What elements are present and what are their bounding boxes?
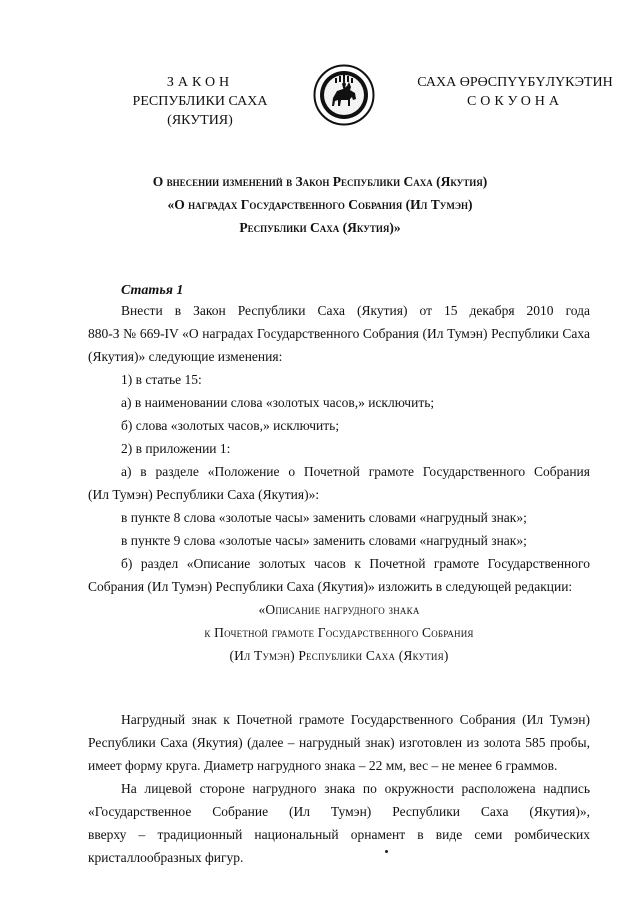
body-line: «Государственное Собрание (Ил Тумэн) Республики Саха (Якутия)», [88, 804, 590, 819]
list-item: б) слова «золотых часов,» исключить; [121, 418, 340, 433]
section-title: (Ил Тумэн) Республики Саха (Якутия) [229, 648, 449, 663]
body-line: (Якутия)» следующие изменения: [88, 349, 283, 364]
list-item: 1) в статье 15: [121, 372, 202, 387]
body-line: (Ил Тумэн) Республики Саха (Якутия)»: [88, 487, 320, 502]
section-title: к Почетной грамоте Государственного Собрания [204, 625, 474, 640]
body-line: 880-З № 669-IV «О наградах Государственного Собрания (Ил Тумэн) Республики Саха [88, 326, 590, 341]
body-line: имеет форму круга. Диаметр нагрудного знака – 22 мм, вес – не менее 6 граммов. [88, 758, 558, 773]
document-title [60, 170, 580, 239]
list-item: б) раздел «Описание золотых часов к Почетной грамоте Государственного [121, 556, 590, 571]
section-title: «Описание нагрудного знака [258, 602, 420, 617]
header-right [400, 73, 630, 111]
body-line: вверху – традиционный национальный орнамент в виде семи ромбических [88, 827, 590, 842]
body-line: Собрания (Ил Тумэн) Республики Саха (Якутия)» изложить в следующей редакции: [88, 579, 573, 594]
document-body [88, 299, 590, 869]
body-line: кристаллообразных фигур. [88, 850, 244, 865]
page-mark [385, 850, 388, 853]
list-item: а) в разделе «Положение о Почетной грамоте Государственного Собрания [121, 464, 590, 479]
title-line: «О наградах Государственного Собрания (Ил Тумэн) [167, 197, 473, 212]
list-item: в пункте 8 слова «золотые часы» заменить словами «нагрудный знак»; [121, 510, 527, 525]
list-item: в пункте 9 слова «золотые часы» заменить словами «нагрудный знак»; [121, 533, 527, 548]
republic-label-sakha: САХА ӨРӨСПҮҮБҮЛҮКЭТИН [417, 75, 613, 90]
spacer [88, 667, 590, 708]
article-heading: Статья 1 [121, 283, 184, 298]
sakha-emblem-icon [313, 64, 375, 126]
header-left [100, 73, 300, 130]
law-label: ЗАКОН [166, 75, 234, 90]
title-line: Республики Саха (Якутия)» [239, 220, 401, 235]
body-line: На лицевой стороне нагрудного знака по окружности расположена надпись [121, 781, 590, 796]
list-item: 2) в приложении 1: [121, 441, 231, 456]
body-line: Республики Саха (Якутия) (далее – нагрудный знак) изготовлен из золота 585 пробы, [88, 735, 590, 750]
republic-label: РЕСПУБЛИКИ САХА (ЯКУТИЯ) [132, 94, 268, 128]
law-label-sakha: СОКУОНА [466, 94, 564, 109]
body-line: Внести в Закон Республики Саха (Якутия) от 15 декабря 2010 года [121, 303, 590, 318]
title-line: О внесении изменений в Закон Республики Саха (Якутия) [152, 174, 488, 189]
list-item: а) в наименовании слова «золотых часов,» исключить; [121, 395, 435, 410]
body-line: Нагрудный знак к Почетной грамоте Государственного Собрания (Ил Тумэн) [121, 712, 590, 727]
